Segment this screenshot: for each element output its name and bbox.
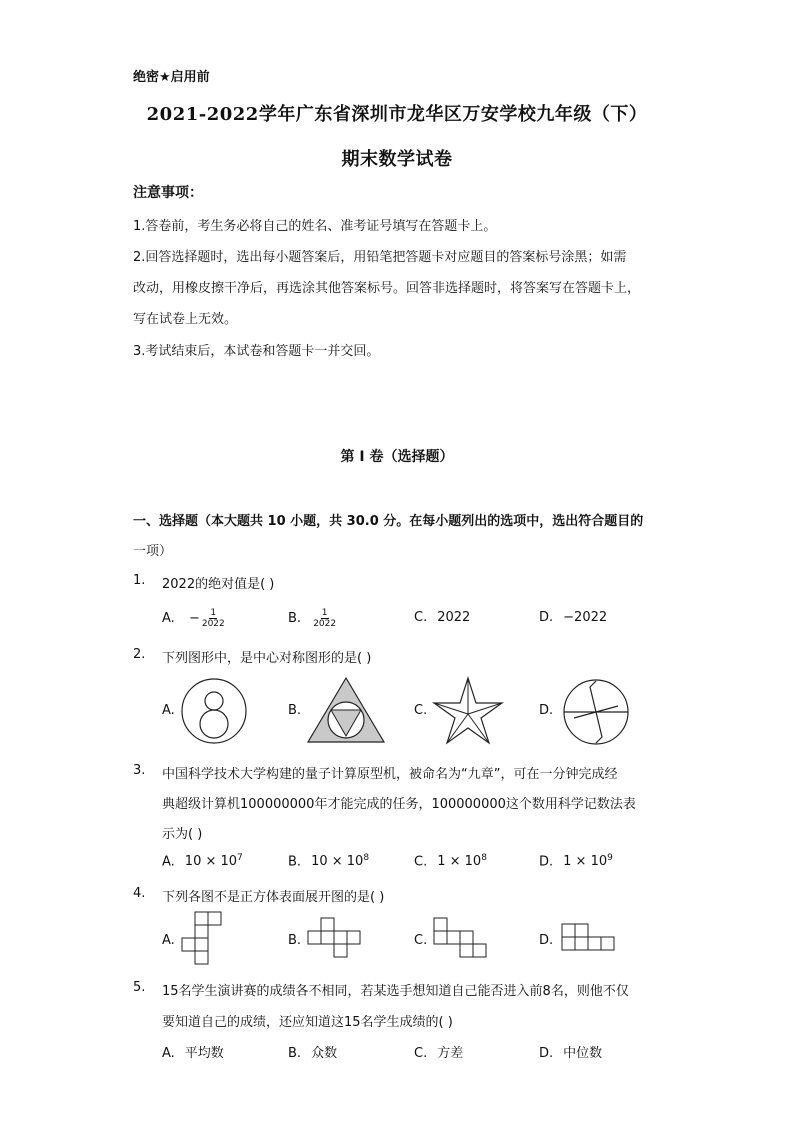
notice-heading: 注意事项： bbox=[133, 185, 203, 201]
part-title: 第 I 卷（选择题） bbox=[340, 449, 454, 465]
question-text-line: 典超级计算机100000000年才能完成的任务，100000000这个数用科学记数法表 bbox=[162, 797, 636, 812]
option-b: B. $\frac{1}{2022}$ bbox=[288, 608, 337, 629]
question-text: 下列图形中，是中心对称图形的是( ) bbox=[162, 651, 372, 666]
option-c-label: C. bbox=[414, 933, 428, 948]
star-figure bbox=[432, 676, 504, 746]
pinwheel-circle-figure bbox=[560, 677, 632, 747]
option-b-label: B. bbox=[288, 933, 302, 948]
section-heading-line1: 一、选择题（本大题共 10 小题，共 30.0 分。在每小题列出的选项中，选出符合题目的 bbox=[133, 514, 644, 529]
notice-line: 1.答卷前，考生务必将自己的姓名、准考证号填写在答题卡上。 bbox=[133, 219, 497, 234]
question-number: 3. bbox=[133, 763, 146, 778]
option-c: C. $1 \times 10^8$ bbox=[414, 853, 487, 870]
option-b: B. 众数 bbox=[288, 1046, 338, 1061]
option-a: A. − $\frac{1}{2022}$ bbox=[162, 608, 225, 629]
cube-net-c bbox=[432, 916, 494, 962]
question-text-line: 中国科学技术大学构建的量子计算原型机，被命名为“九章”，可在一分钟完成经 bbox=[162, 767, 618, 782]
notice-line: 写在试卷上无效。 bbox=[133, 312, 238, 327]
triangle-figure bbox=[306, 676, 386, 744]
option-b-label: B. bbox=[288, 703, 302, 718]
notice-line: 2.回答选择题时，选出每小题答案后，用铅笔把答题卡对应题目的答案标号涂黑；如需 bbox=[133, 250, 627, 265]
option-d-label: D. bbox=[539, 933, 554, 948]
question-number: 1. bbox=[133, 573, 146, 588]
question-number: 5. bbox=[133, 980, 146, 995]
option-d: D. 中位数 bbox=[539, 1046, 603, 1061]
question-number: 2. bbox=[133, 647, 146, 662]
circle-figure bbox=[180, 678, 250, 744]
question-number: 4. bbox=[133, 886, 146, 901]
cube-net-b bbox=[306, 916, 366, 962]
option-a: A. $10 \times 10^7$ bbox=[162, 853, 243, 870]
exam-title-line1: 2021-2022学年广东省深圳市龙华区万安学校九年级（下） bbox=[146, 104, 648, 125]
section-heading-line2: 一项） bbox=[133, 544, 173, 559]
exam-title-line2: 期末数学试卷 bbox=[341, 149, 453, 170]
option-c-label: C. bbox=[414, 703, 428, 718]
option-d-label: D. bbox=[539, 703, 554, 718]
option-c: C. 方差 bbox=[414, 1046, 464, 1061]
question-text: 下列各图不是正方体表面展开图的是( ) bbox=[162, 890, 385, 905]
fraction: $\frac{1}{2022}$ bbox=[313, 608, 337, 629]
option-a-label: A. bbox=[162, 703, 175, 718]
notice-line: 3.考试结束后，本试卷和答题卡一并交回。 bbox=[133, 344, 380, 359]
cube-net-a bbox=[180, 910, 226, 968]
question-text-line: 要知道自己的成绩，还应知道这15名学生成绩的( ) bbox=[162, 1015, 453, 1030]
question-text-line: 15名学生演讲赛的成绩各不相同，若某选手想知道自己能否进入前8名，则他不仅 bbox=[162, 984, 629, 999]
option-a-label: A. bbox=[162, 933, 175, 948]
cube-net-d bbox=[560, 922, 622, 958]
option-a: A. 平均数 bbox=[162, 1046, 224, 1061]
option-c: C. 2022 bbox=[414, 610, 471, 625]
question-text: 2022的绝对值是( ) bbox=[162, 577, 275, 592]
notice-line: 改动，用橡皮擦干净后，再选涂其他答案标号。回答非选择题时，将答案写在答题卡上， bbox=[133, 281, 641, 296]
fraction: $\frac{1}{2022}$ bbox=[201, 608, 225, 629]
question-text-line: 示为( ) bbox=[162, 827, 203, 842]
option-d: D. $1 \times 10^9$ bbox=[539, 853, 613, 870]
secret-mark: 绝密★启用前 bbox=[133, 70, 210, 85]
option-b: B. $10 \times 10^8$ bbox=[288, 853, 370, 870]
option-d: D. −2022 bbox=[539, 610, 608, 625]
